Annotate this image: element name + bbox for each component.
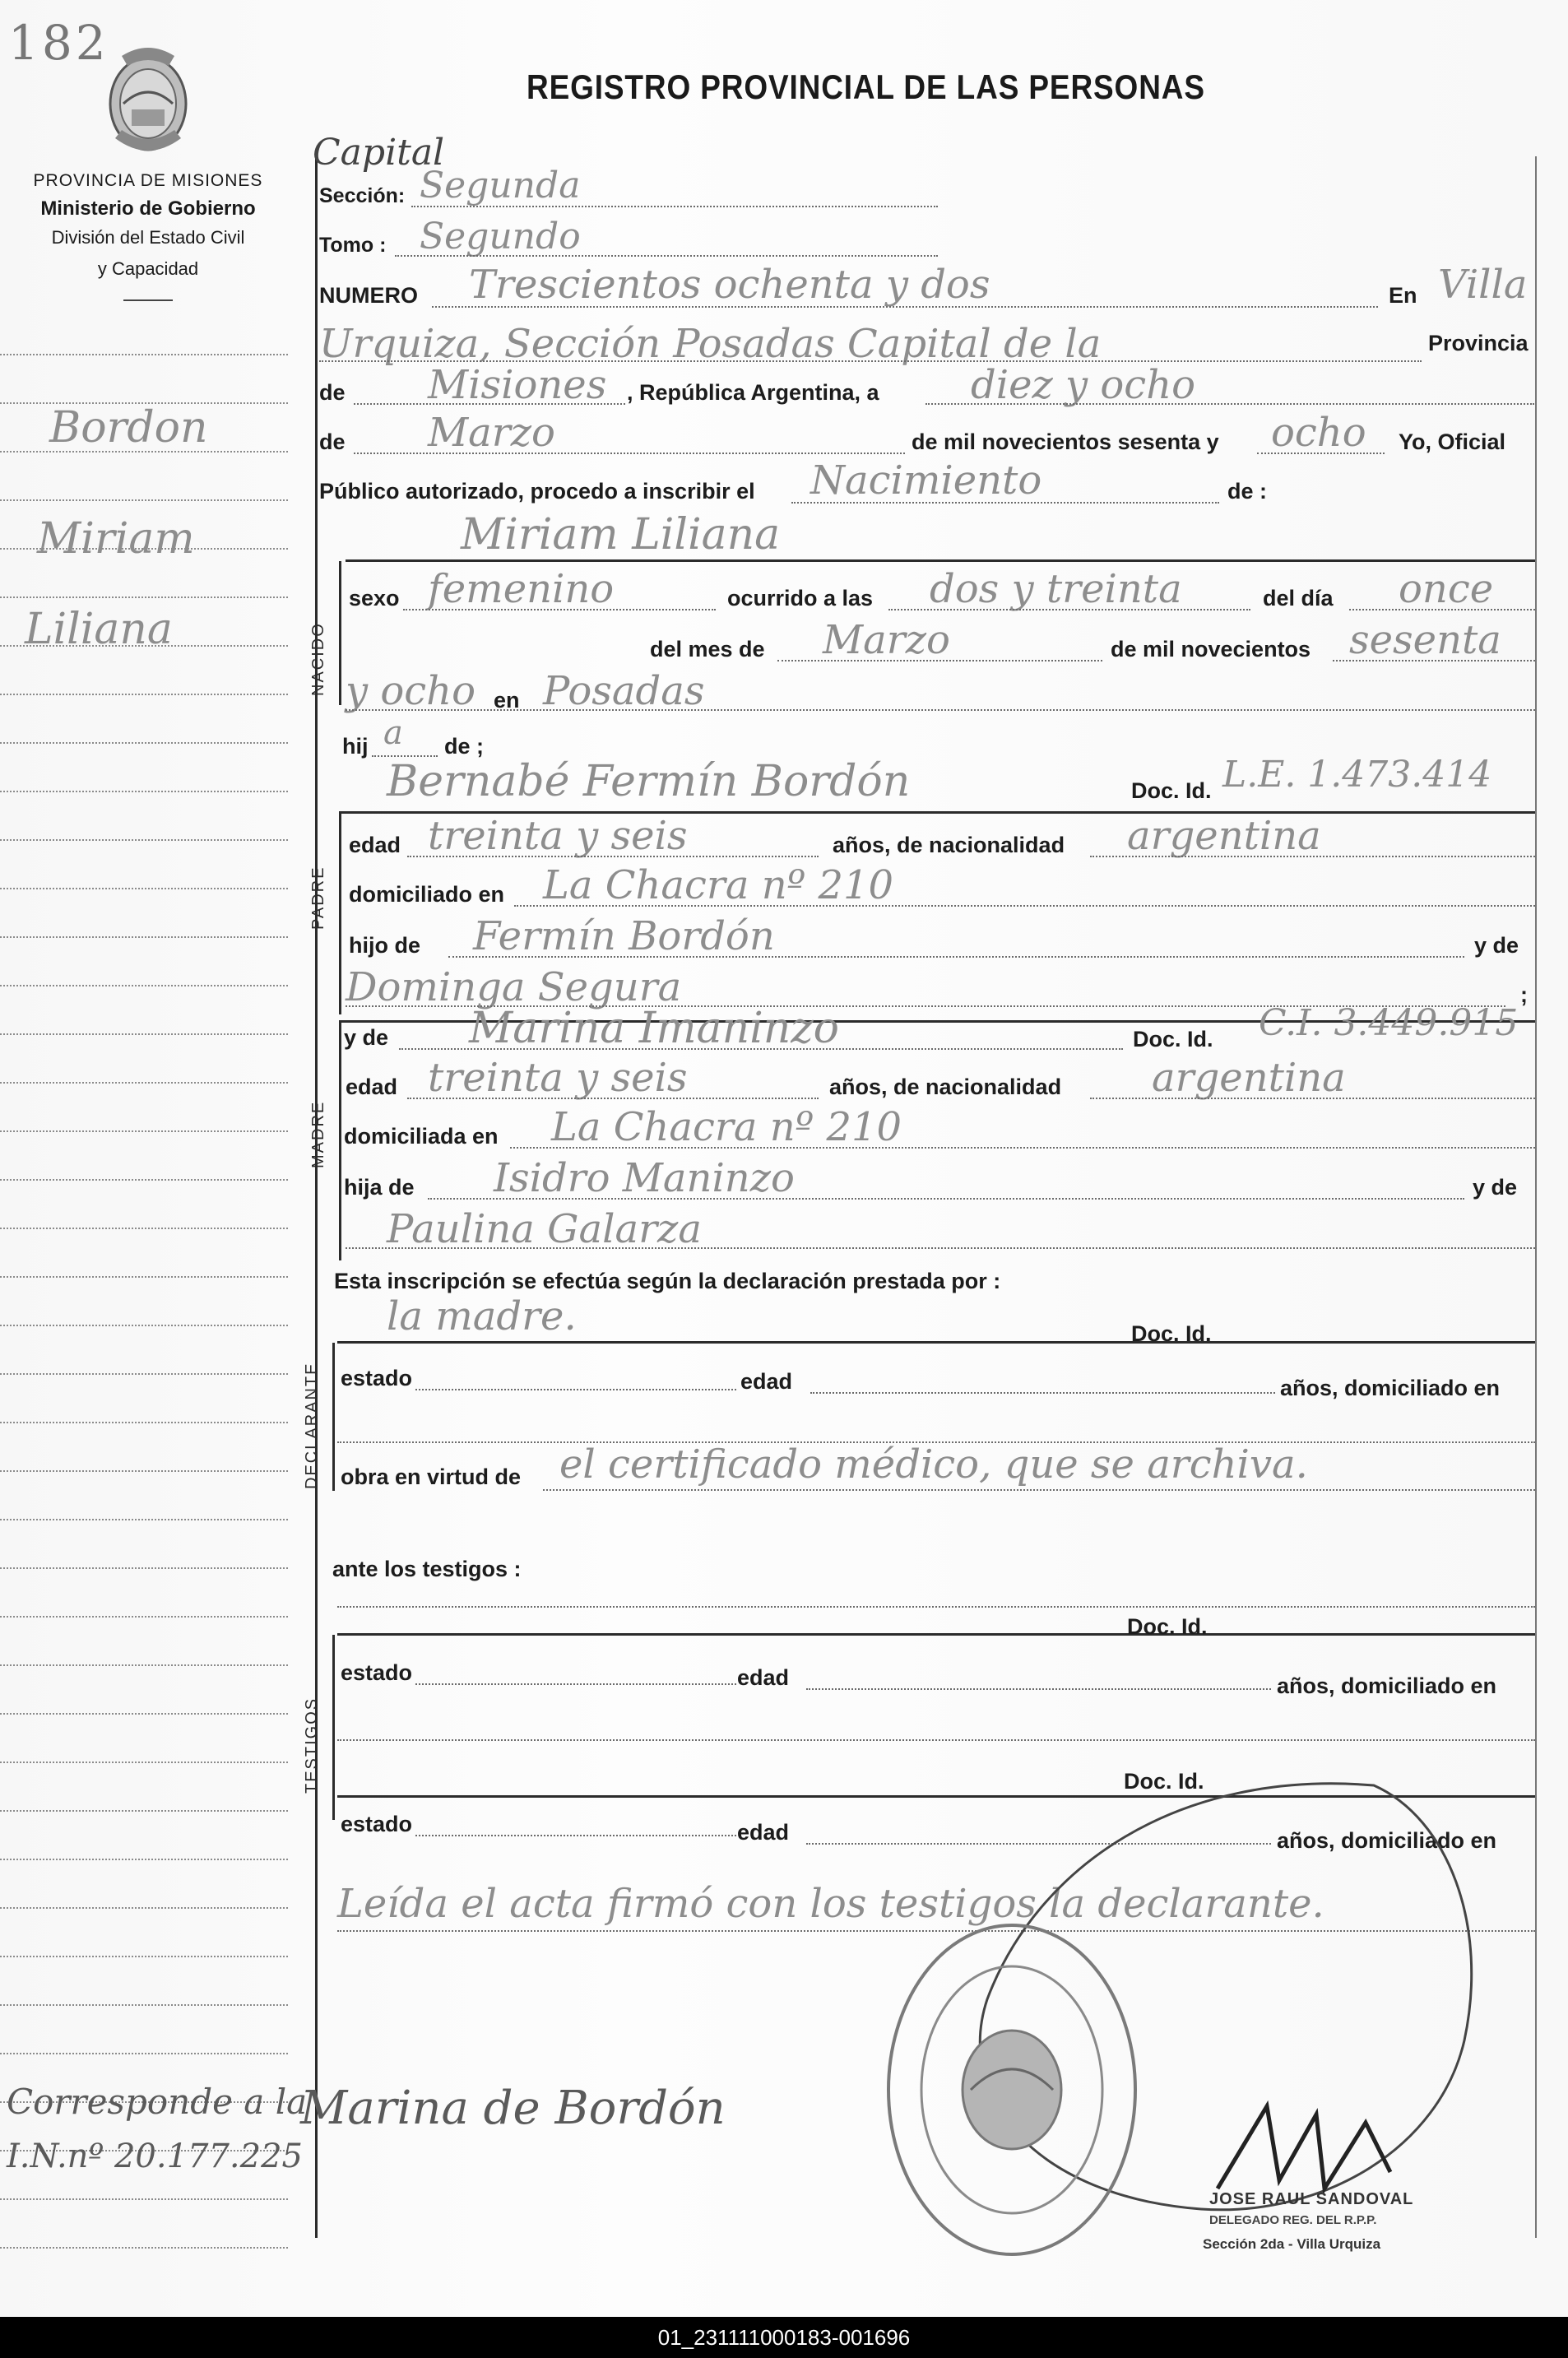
margin-line: [0, 888, 288, 889]
fecha-mes-value: Marzo: [428, 410, 555, 456]
mes-value: Marzo: [823, 617, 950, 663]
margin-middle-name: Liliana: [25, 605, 173, 654]
madre-doc-value: C.I. 3.449.915: [1259, 1002, 1519, 1044]
page-number: 182: [8, 15, 109, 71]
margin-line: [0, 596, 288, 598]
madre-bracket: [339, 1022, 341, 1260]
declarante-estado-label: estado: [341, 1366, 413, 1390]
en-label-2: en: [494, 688, 520, 713]
yo-oficial-label: Yo, Oficial: [1399, 429, 1506, 454]
obra-label: obra en virtud de: [341, 1464, 522, 1489]
margin-line: [0, 936, 288, 938]
de-mil-label: de mil novecientos sesenta y: [912, 429, 1219, 454]
margin-line: [0, 1713, 288, 1715]
testigo1-dom-line: [337, 1739, 1535, 1741]
padre-edad-line: [407, 856, 819, 857]
padre-padre-line: [448, 956, 1464, 958]
madre-hija-label: hija de: [344, 1175, 415, 1200]
margin-line: [0, 2247, 288, 2249]
madre-nac-value: argentina: [1152, 1055, 1346, 1101]
margin-line: [0, 742, 288, 744]
image-id-footer: 01_231111000183-001696: [0, 2317, 1568, 2358]
del-dia-label: del día: [1263, 586, 1334, 610]
padre-edad-value: treinta y seis: [428, 813, 688, 859]
madre-padre-value: Isidro Maninzo: [494, 1155, 795, 1201]
hora-value: dos y treinta: [930, 566, 1182, 612]
ocurrido-label: ocurrido a las: [727, 586, 874, 610]
division-name: División del Estado Civil: [51, 227, 245, 248]
nacido-bracket: [339, 561, 341, 705]
testigo2-estado-label: estado: [341, 1812, 413, 1836]
seccion-over-value: Capital: [313, 132, 445, 174]
margin-line: [0, 354, 288, 355]
margin-line: [0, 2053, 288, 2054]
margin-line: [0, 1325, 288, 1326]
margin-line: [0, 1664, 288, 1666]
nacido-section-label: NACIDO: [309, 622, 327, 696]
de-label-1: de: [319, 380, 346, 405]
ante-label: ante los testigos :: [332, 1557, 522, 1581]
testigo2-estado-line: [415, 1835, 736, 1836]
madre-madre-value: Paulina Galarza: [387, 1206, 702, 1252]
margin-line: [0, 1859, 288, 1860]
madre-section-label: MADRE: [309, 1100, 327, 1168]
declarante-bracket: [332, 1343, 335, 1491]
de-mil-nov-label: de mil novecientos: [1111, 637, 1311, 661]
del-mes-label: del mes de: [650, 637, 765, 661]
nombre-value: Miriam Liliana: [461, 510, 781, 559]
republica-label: , República Argentina, a: [627, 380, 879, 405]
padre-y-de-label: y de: [1474, 933, 1519, 958]
official-role: DELEGADO REG. DEL R.P.P.: [1209, 2213, 1377, 2227]
dia-value: once: [1399, 566, 1494, 612]
dia-line: [1349, 609, 1535, 610]
padre-nac-line: [1090, 856, 1535, 857]
tomo-line: [395, 255, 938, 257]
en-value: Villa: [1438, 262, 1528, 308]
de-colon-label: de :: [1227, 479, 1268, 504]
madre-dom-line: [510, 1147, 1535, 1149]
en-label: En: [1389, 283, 1417, 308]
anio-nac-value: sesenta: [1349, 617, 1501, 663]
madre-padre-line: [428, 1198, 1464, 1200]
de-label-2: de: [319, 429, 346, 454]
obra-line: [543, 1489, 1535, 1491]
numero-label: NUMERO: [319, 283, 418, 308]
province-name: PROVINCIA DE MISIONES: [33, 171, 263, 190]
margin-line: [0, 1810, 288, 1812]
anio-value: ocho: [1271, 410, 1366, 456]
padre-dom-line: [514, 905, 1535, 907]
numero-line: [432, 306, 1378, 308]
coat-of-arms-icon: [99, 39, 197, 163]
margin-line: [0, 985, 288, 986]
margin-line: [0, 1130, 288, 1132]
padre-semicolon: ;: [1520, 982, 1528, 1007]
margin-line: [0, 839, 288, 841]
document-title: REGISTRO PROVINCIAL DE LAS PERSONAS: [527, 67, 1205, 106]
tipo-value: Nacimiento: [810, 457, 1042, 504]
padre-padre-value: Fermín Bordón: [473, 913, 775, 959]
madre-nombre-line: [399, 1048, 1123, 1050]
margin-line: [0, 499, 288, 501]
padre-dom-label: domiciliado en: [349, 882, 505, 907]
de-semi-label: de ;: [444, 734, 485, 759]
declaracion-label: Esta inscripción se efectúa según la declaración prestada por :: [334, 1269, 1001, 1293]
padre-doc-label: Doc. Id.: [1131, 778, 1212, 803]
margin-line: [0, 1228, 288, 1229]
lugar-value: Urquiza, Sección Posadas Capital de la: [319, 321, 1102, 367]
madre-nac-line: [1090, 1098, 1535, 1099]
madre-madre-line: [346, 1247, 1535, 1249]
testigo-extra-line: [337, 1606, 1535, 1608]
anio-nac2-value: y ocho: [346, 668, 476, 714]
anio-line: [1257, 453, 1385, 454]
margin-line: [0, 1762, 288, 1763]
margin-line: [0, 1567, 288, 1569]
mes-line: [777, 660, 1102, 661]
madre-edad-line: [407, 1098, 819, 1099]
margin-line: [0, 1082, 288, 1084]
padre-madre-value: Dominga Segura: [346, 964, 682, 1010]
padre-bracket: [339, 813, 341, 1014]
official-name: JOSE RAUL SANDOVAL: [1209, 2190, 1414, 2208]
testigo2-edad-label: edad: [737, 1820, 790, 1845]
margin-line: [0, 1470, 288, 1472]
tomo-label: Tomo :: [319, 234, 387, 257]
provincia-line: [354, 403, 625, 405]
obra-value: el certificado médico, que se archiva.: [559, 1441, 1308, 1488]
sexo-value: femenino: [428, 566, 615, 612]
nombre-rule: [346, 559, 1535, 562]
margin-line: [0, 1907, 288, 1909]
tipo-line: [791, 502, 1219, 504]
main-border-left: [315, 156, 318, 2238]
tomo-value: Segundo: [420, 216, 581, 258]
sexo-line: [403, 609, 716, 610]
margin-line: [0, 1422, 288, 1423]
declarante-rule: [337, 1341, 1535, 1344]
lugar-nac-value: Posadas: [543, 668, 705, 714]
declarante-estado-line: [415, 1389, 736, 1390]
declarante-edad-line: [810, 1392, 1275, 1394]
margin-line: [0, 1033, 288, 1035]
testigo1-anios-label: años, domiciliado en: [1277, 1673, 1497, 1698]
testigo1-doc-label: Doc. Id.: [1127, 1614, 1208, 1639]
provincia-label: Provincia: [1428, 331, 1529, 355]
madre-y-de-label: y de: [344, 1025, 389, 1050]
testigo1-estado-line: [415, 1683, 736, 1685]
declarante-doc-label: Doc. Id.: [1131, 1321, 1212, 1346]
margin-line: [0, 1519, 288, 1520]
testigos-bracket: [332, 1635, 335, 1820]
padre-nac-value: argentina: [1127, 813, 1321, 859]
official-signature-icon: [1201, 2090, 1415, 2205]
madre-edad-label: edad: [346, 1075, 398, 1099]
division-name-2: y Capacidad: [97, 258, 199, 279]
testigo1-edad-label: edad: [737, 1665, 790, 1690]
lugar-nac-line: [346, 709, 1535, 711]
madre-dom-label: domiciliada en: [344, 1124, 499, 1149]
madre-dom-value: La Chacra nº 210: [551, 1104, 902, 1150]
testigo1-rule: [337, 1633, 1535, 1636]
madre-y-de-label-2: y de: [1473, 1175, 1518, 1200]
margin-note-bottom-1: Corresponde a la: [7, 2082, 308, 2122]
declarante-value: la madre.: [387, 1293, 577, 1339]
cierre-value: Leída el acta firmó con los testigos la declarante.: [337, 1881, 1324, 1927]
madre-nombre-value: Marina Imaninzo: [469, 1004, 839, 1053]
testigo1-estado-label: estado: [341, 1660, 413, 1685]
testigos-section-label: TESTIGOS: [303, 1697, 321, 1794]
declarante-anios-label: años, domiciliado en: [1280, 1376, 1501, 1400]
seccion-label: Sección:: [319, 184, 406, 207]
padre-nombre-value: Bernabé Fermín Bordón: [387, 757, 911, 806]
official-stamp-icon: [880, 1917, 1144, 2263]
margin-line: [0, 2004, 288, 2006]
hora-line: [888, 609, 1250, 610]
madre-doc-label: Doc. Id.: [1133, 1027, 1213, 1051]
padre-hijo-label: hijo de: [349, 933, 420, 958]
margin-line: [0, 2198, 288, 2200]
fecha-dia-line: [925, 403, 1534, 405]
madre-nac-label: años, de nacionalidad: [829, 1075, 1062, 1099]
margin-line: [0, 791, 288, 792]
header-divider: [123, 299, 173, 301]
testigo2-doc-label: Doc. Id.: [1124, 1769, 1204, 1794]
padre-section-label: PADRE: [309, 866, 327, 930]
fecha-mes-line: [354, 453, 905, 454]
fecha-dia-value: diez y ocho: [971, 362, 1195, 408]
testigo1-edad-line: [806, 1688, 1271, 1690]
padre-edad-label: edad: [349, 833, 401, 857]
padre-doc-value: L.E. 1.473.414: [1222, 754, 1492, 796]
margin-line: [0, 1276, 288, 1278]
testigo2-anios-label: años, domiciliado en: [1277, 1828, 1497, 1853]
sexo-label: sexo: [349, 586, 400, 610]
margin-first-name: Miriam: [37, 514, 195, 564]
hij-suffix-value: a: [383, 714, 403, 752]
declarante-edad-label: edad: [740, 1369, 793, 1394]
numero-value: Trescientos ochenta y dos: [469, 262, 990, 308]
margin-line: [0, 1373, 288, 1375]
anio-nac-line: [1333, 660, 1535, 661]
padre-nac-label: años, de nacionalidad: [833, 833, 1065, 857]
hij-label: hij: [342, 734, 369, 759]
madre-edad-value: treinta y seis: [428, 1055, 688, 1101]
margin-line: [0, 1956, 288, 1957]
main-border-right: [1535, 156, 1537, 2238]
declarante-section-label: DECLARANTE: [303, 1362, 321, 1489]
publico-label: Público autorizado, procedo a inscribir el: [319, 479, 755, 504]
margin-line: [0, 1179, 288, 1181]
margin-line: [0, 1616, 288, 1618]
declarante-signature: Marina de Bordón: [300, 2082, 726, 2135]
ministry-name: Ministerio de Gobierno: [40, 197, 256, 220]
seccion-line: [411, 206, 938, 207]
seccion-value: Segunda: [420, 165, 581, 207]
margin-surname: Bordon: [49, 403, 208, 453]
padre-dom-value: La Chacra nº 210: [543, 862, 894, 908]
margin-line: [0, 694, 288, 695]
provincia-value: Misiones: [428, 362, 607, 408]
margin-note-bottom-2: I.N.nº 20.177.225: [7, 2138, 303, 2175]
official-place: Sección 2da - Villa Urquiza: [1203, 2236, 1381, 2252]
